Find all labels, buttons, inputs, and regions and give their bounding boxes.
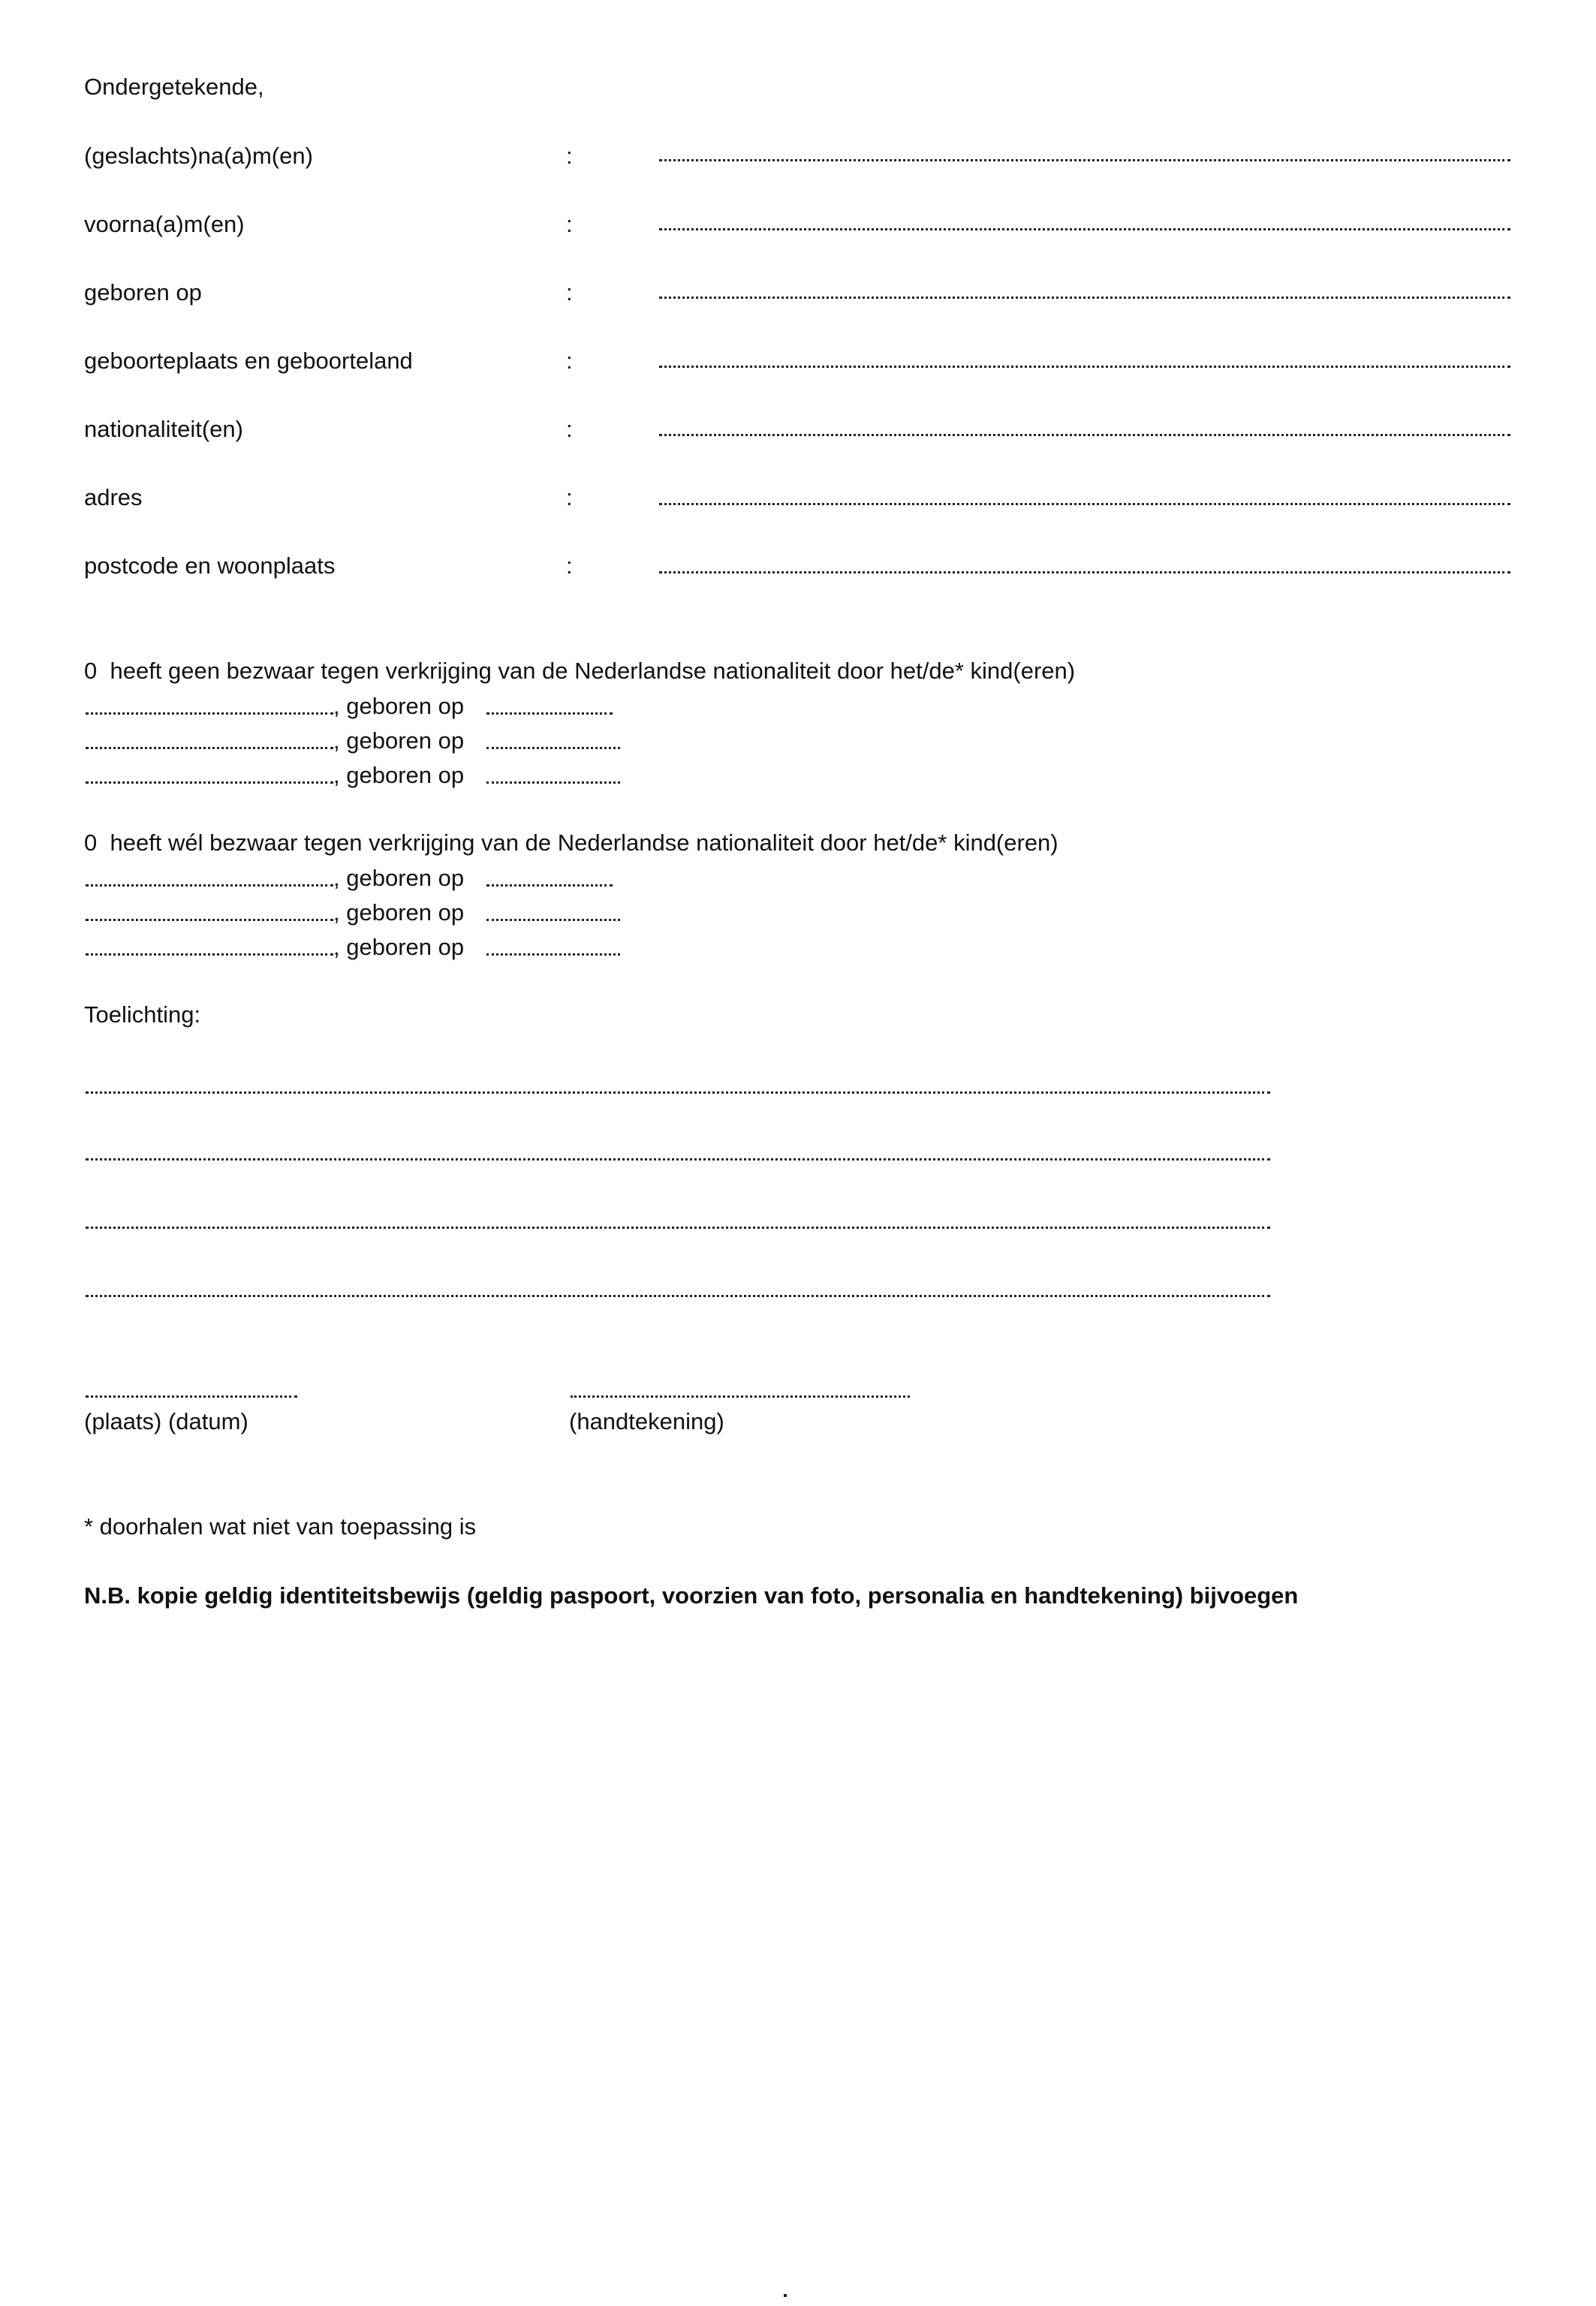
child-birthdate-field[interactable]	[486, 919, 620, 921]
field-colon: :	[566, 484, 573, 510]
field-label-nationality: nationaliteit(en)	[84, 416, 243, 442]
objection-statement[interactable]: 0 heeft wél bezwaar tegen verkrijging van de Nederlandse nationaliteit door het/de* kind(eren)	[84, 829, 1058, 856]
given-names-field[interactable]	[659, 228, 1510, 230]
explanation-label: Toelichting:	[84, 1001, 201, 1028]
field-colon: :	[566, 348, 573, 374]
field-colon: :	[566, 279, 573, 306]
born-on-label: , geboren op	[333, 865, 465, 891]
field-colon: :	[566, 211, 573, 237]
child-name-field[interactable]	[86, 884, 333, 887]
footnote: * doorhalen wat niet van toepassing is	[84, 1513, 477, 1540]
signature-label: (handtekening)	[569, 1408, 724, 1434]
signature-field[interactable]	[571, 1395, 910, 1398]
child-birthdate-field[interactable]	[486, 747, 620, 749]
field-label-given-names: voorna(a)m(en)	[84, 211, 245, 237]
field-label-address: adres	[84, 484, 143, 510]
child-name-field[interactable]	[86, 747, 333, 749]
field-label-date-of-birth: geboren op	[84, 279, 202, 306]
child-name-field[interactable]	[86, 919, 333, 921]
born-on-label: , geboren op	[333, 693, 465, 719]
no-objection-statement[interactable]: 0 heeft geen bezwaar tegen verkrijging van de Nederlandse nationaliteit door het/de* kind(eren)	[84, 658, 1076, 684]
field-label-surname: (geslachts)na(a)m(en)	[84, 143, 313, 169]
surname-field[interactable]	[659, 159, 1510, 161]
explanation-line[interactable]	[86, 1227, 1270, 1229]
postcode-residence-field[interactable]	[659, 571, 1510, 573]
address-field[interactable]	[659, 503, 1510, 505]
nb-note: N.B. kopie geldig identiteitsbewijs (geldig paspoort, voorzien van foto, personalia en handtekening) bijvoegen	[84, 1582, 1299, 1609]
child-birthdate-field[interactable]	[486, 712, 613, 715]
born-on-label: , geboren op	[333, 934, 465, 960]
field-colon: :	[566, 416, 573, 442]
field-colon: :	[566, 552, 573, 579]
field-colon: :	[566, 143, 573, 169]
scan-speck	[784, 2294, 787, 2297]
intro-text: Ondergetekende,	[84, 74, 264, 100]
child-name-field[interactable]	[86, 781, 333, 784]
place-date-field[interactable]	[86, 1395, 297, 1398]
explanation-line[interactable]	[86, 1091, 1270, 1094]
child-birthdate-field[interactable]	[486, 884, 613, 887]
explanation-line[interactable]	[86, 1295, 1270, 1297]
born-on-label: , geboren op	[333, 899, 465, 926]
explanation-line[interactable]	[86, 1158, 1270, 1161]
birthplace-field[interactable]	[659, 366, 1510, 368]
child-birthdate-field[interactable]	[486, 781, 620, 784]
child-birthdate-field[interactable]	[486, 953, 620, 956]
born-on-label: , geboren op	[333, 727, 465, 754]
place-date-label: (plaats) (datum)	[84, 1408, 248, 1434]
field-label-birthplace: geboorteplaats en geboorteland	[84, 348, 413, 374]
child-name-field[interactable]	[86, 953, 333, 956]
nationality-field[interactable]	[659, 434, 1510, 436]
date-of-birth-field[interactable]	[659, 297, 1510, 299]
born-on-label: , geboren op	[333, 762, 465, 788]
field-label-postcode-residence: postcode en woonplaats	[84, 552, 336, 579]
child-name-field[interactable]	[86, 712, 333, 715]
